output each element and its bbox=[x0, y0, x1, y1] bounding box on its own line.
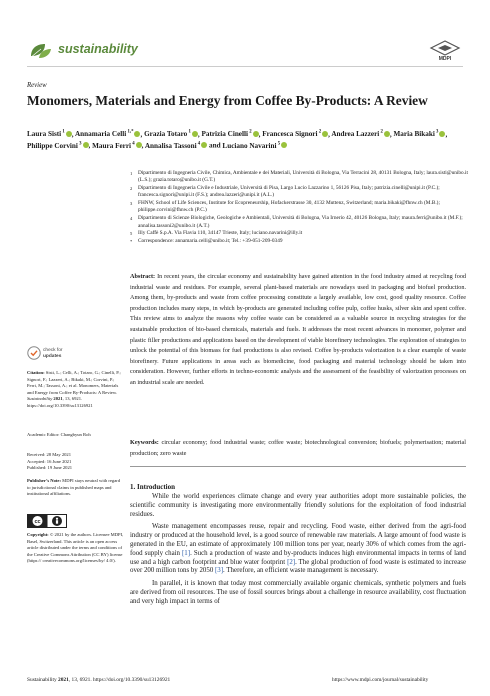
body-text bbox=[130, 493, 466, 611]
citation-text: Sisti, L.; Celli, A.; Totaro, G.; Cinelli, P.; Signori, F.; Lazzeri, A.; Bikaki, M.; Corvini, P.; Ferri, M.; Tassoni, A.; et al. Monomers, Materials and Energy from Coffee By-Products: A Review. bbox=[27, 370, 121, 395]
check-for-updates-icon[interactable] bbox=[27, 346, 41, 360]
citation-journal: Sustainability bbox=[27, 396, 53, 402]
author[interactable] bbox=[27, 142, 89, 150]
affiliation-number: 4 bbox=[130, 216, 133, 222]
updates-line-1: check for bbox=[43, 348, 63, 353]
svg-text:cc: cc bbox=[34, 519, 41, 525]
affiliation-list bbox=[130, 170, 470, 246]
author[interactable] bbox=[145, 142, 207, 150]
orcid-icon[interactable] bbox=[322, 131, 328, 137]
copyright-block bbox=[27, 532, 124, 565]
footer-doi[interactable]: , 13, 6921. https://doi.org/10.3390/su13126921 bbox=[68, 677, 171, 683]
section-heading-introduction: 1. Introduction bbox=[130, 483, 175, 491]
footer-citation bbox=[27, 677, 170, 683]
affiliation-item bbox=[130, 170, 470, 185]
orcid-icon[interactable] bbox=[281, 142, 287, 148]
author[interactable] bbox=[75, 130, 141, 138]
orcid-icon[interactable] bbox=[83, 142, 89, 148]
affiliation-item bbox=[130, 230, 470, 237]
author-affiliation-marker: 3 bbox=[77, 141, 82, 147]
affiliation-text: Correspondence: annamaria.celli@unibo.it; Tel.: +39-051-209-0349 bbox=[138, 238, 283, 245]
received-date: Received: 28 May 2021 bbox=[27, 452, 72, 457]
orcid-icon[interactable] bbox=[134, 131, 140, 137]
p2-part-d: . Therefore, an efficient waste management is necessary. bbox=[223, 567, 379, 575]
affiliation-text: Illy Caffè S.p.A. Via Flavia 110, 34147 Trieste, Italy; luciano.navarini@illy.it bbox=[138, 230, 303, 237]
keywords-text: circular economy; food industrial waste; coffee waste; biotechnological conversion; biofuels; polymerisation; material production; zero waste bbox=[130, 439, 467, 457]
author-name: Francesca Signori bbox=[262, 130, 318, 139]
author-affiliation-marker: 2 bbox=[317, 130, 322, 135]
citation-block bbox=[27, 370, 124, 410]
affiliation-text: Dipartimento di Ingegneria Civile e Industriale, Università di Pisa, Largo Lucio Lazzarino 1, 56126 Pisa, Italy; patrizia.cinelli@unipi.it (P.C.); francesca.signori@unipi.it (F.S.); andrea.lazzeri@unipi.it (A.L.) bbox=[138, 185, 440, 199]
author-name: Andrea Lazzeri bbox=[331, 130, 380, 139]
author-affiliation-marker: 3 bbox=[434, 130, 439, 135]
author[interactable] bbox=[394, 130, 446, 138]
keywords bbox=[130, 438, 466, 459]
affiliation-item bbox=[130, 185, 470, 200]
author-affiliation-marker: 2 bbox=[379, 130, 383, 135]
author[interactable] bbox=[331, 130, 390, 138]
author-affiliation-marker: 2 bbox=[248, 130, 252, 135]
accepted-date: Accepted: 16 June 2021 bbox=[27, 458, 72, 464]
p2-part-a: Waste management encompasses reuse, repair and recycling. Food waste, either derived from the agri-food industry or produced at the household level, is a good source of renewable raw materials. A large amount of food waste is generated in the EU, an estimate of approximately 100 million tons per year, nearly 30% of which comes from the agri-food supply chain bbox=[130, 523, 466, 557]
affiliation-number: 3 bbox=[130, 201, 133, 207]
publisher-note-text: MDPI stays neutral with regard to jurisdictional claims in published maps and institutional affiliations. bbox=[27, 478, 121, 497]
orcid-icon[interactable] bbox=[192, 131, 198, 137]
author-name: Maria Bikaki bbox=[393, 130, 435, 139]
journal-leaf-icon bbox=[27, 40, 53, 60]
author[interactable] bbox=[262, 130, 328, 138]
keywords-label: Keywords: bbox=[130, 439, 159, 446]
citation-year: 2021 bbox=[53, 396, 63, 402]
orcid-icon[interactable] bbox=[253, 131, 259, 137]
abstract-label: Abstract: bbox=[130, 273, 156, 280]
reference-link-1[interactable]: [1] bbox=[182, 549, 191, 557]
updates-line-2: updates bbox=[43, 353, 62, 359]
paragraph-1: While the world experiences climate change and every year authorities adopt more sustainable policies, the scientific community is investigating more environmentally friendly solutions for the exploitation of food industrial residues. bbox=[130, 493, 466, 518]
author-name: Annamaria Celli bbox=[74, 130, 127, 139]
copyright-text: © 2021 by the authors. Licensee MDPI, Basel, Switzerland. This article is an open access article distributed under the terms and conditions of the Creative Commons Attribution (CC BY) license (https:// creativecommons.org/licenses/by/ 4.0/). bbox=[27, 532, 124, 564]
author[interactable] bbox=[201, 130, 258, 138]
author[interactable] bbox=[92, 142, 142, 150]
author-affiliation-marker: 4 bbox=[196, 141, 201, 147]
affiliation-text: Dipartimento di Ingegneria Civile, Chimica, Ambientale e dei Materiali, Università di Bologna, Via Terracini 28, 40131 Bologna, Italy; laura.sisti@unibo.it (L.S.); grazia.totaro@unibo.it (G.T.) bbox=[138, 170, 468, 184]
affiliation-item bbox=[130, 215, 470, 230]
p2-part-c: . The global production of food waste is estimated to increase over 200 million tons by 2050 bbox=[130, 558, 467, 575]
citation-label: Citation: bbox=[27, 370, 45, 375]
journal-name[interactable]: sustainability bbox=[58, 42, 138, 56]
author[interactable] bbox=[27, 130, 72, 138]
publisher-name: MDPI bbox=[438, 56, 452, 62]
orcid-icon[interactable] bbox=[66, 131, 72, 137]
affiliation-text: FHNW, School of Life Sciences, Institute for Ecopreneurship, Hofackerstrasse 30, 4132 Muttenz, Switzerland; maria.bikaki@fhnw.ch (M.B.); philippe.corvini@fhnw.ch (P.C.) bbox=[138, 200, 440, 214]
author-name: Patrizia Cinelli bbox=[201, 130, 248, 139]
affiliation-number: 2 bbox=[130, 186, 133, 192]
author-name: Laura Sisti bbox=[27, 130, 62, 139]
header-divider bbox=[27, 66, 463, 67]
footer-journal-url[interactable]: https://www.mdpi.com/journal/sustainability bbox=[332, 677, 429, 683]
affiliation-text: Dipartimento di Scienze Biologiche, Geologiche e Ambientali, Università di Bologna, Via Irnerio 42, 40126 Bologna, Italy; maura.ferri@unibo.it (M.F.); annalisa.tassoni2@unibo.it (A.T.) bbox=[138, 215, 463, 229]
abstract-text: In recent years, the circular economy and sustainability have gained attention in the food industry aimed at recycling food industrial waste and residues. For example, several plant-based materials are nowadays used in packaging and biofuel production. Among them, by-products and waste from coffee processing constitute a largely available, low cost, good quality resource. Coffee production includes many steps, in which by-products are generated including coffee pulp, coffee husks, silver skin and spent coffee. This review aims to analyze the reasons why coffee waste can be considered as a valuable source in recycling strategies for the sustainable production of bio-based chemicals, materials and fuels. It addresses the most recent advances in monomer, polymer and plastic filler productions and applications based on the development of viable biorefinery technologies. The exploration of strategies to unlock the potential of this biomass for fuel productions is also revised. Coffee by-products valorization is a clear example of waste biorefinery. Future applications in areas such as biomedicine, food packaging and material technology should be taken into consideration. However, further efforts in techno-economic analysis and the assessment of the feasibility of valorization processes on an industrial scale are needed. bbox=[130, 273, 467, 386]
orcid-icon[interactable] bbox=[384, 131, 390, 137]
published-date: Published: 19 June 2021 bbox=[27, 465, 73, 471]
abstract bbox=[130, 272, 466, 389]
reference-link-2[interactable]: [2] bbox=[287, 558, 296, 566]
author-affiliation-marker: 1 bbox=[61, 130, 65, 135]
paragraph-3: In parallel, it is known that today most commercially available organic chemicals, synthetic polymers and fuels are derived from oil resources. The use of fossil sources brings about a challenge in resource availability, cost fluctuation and very high impact in terms of bbox=[130, 580, 466, 605]
affiliation-number: 5 bbox=[130, 231, 133, 237]
article-type: Review bbox=[27, 82, 47, 89]
author-affiliation-marker: 5 bbox=[276, 141, 281, 147]
author-name: Maura Ferri bbox=[92, 141, 132, 150]
author[interactable] bbox=[144, 130, 198, 138]
orcid-icon[interactable] bbox=[439, 131, 445, 137]
publisher-note bbox=[27, 478, 124, 498]
article-title: Monomers, Materials and Energy from Coffee By-Products: A Review bbox=[27, 93, 428, 108]
article-dates bbox=[27, 452, 124, 472]
author-name: Philippe Corvini bbox=[27, 141, 78, 150]
academic-editor: Academic Editor: Changbyun Roh bbox=[27, 432, 91, 437]
cc-by-license-icon[interactable] bbox=[27, 514, 67, 528]
affiliation-item bbox=[130, 200, 470, 215]
publisher-note-label: Publisher’s Note: bbox=[27, 478, 61, 483]
check-for-updates-label[interactable] bbox=[43, 348, 62, 359]
affiliation-item bbox=[130, 238, 470, 245]
author-name: Annalisa Tassoni bbox=[144, 141, 197, 150]
reference-link-3[interactable]: [3] bbox=[214, 567, 224, 575]
author-affiliation-marker: 1 bbox=[187, 130, 191, 135]
keywords-divider bbox=[130, 466, 466, 467]
copyright-label: Copyright: bbox=[27, 532, 49, 537]
citation-volume-doi[interactable]: , 13, 6921. https://doi.org/10.3390/su13126921 bbox=[27, 396, 93, 408]
affiliation-number: 1 bbox=[130, 171, 133, 176]
author-affiliation-marker: 4 bbox=[131, 141, 135, 147]
author-affiliation-marker: 1,* bbox=[126, 130, 134, 135]
author-name: Luciano Navarini bbox=[222, 141, 277, 150]
orcid-icon[interactable] bbox=[136, 142, 142, 148]
footer-year: 2021 bbox=[58, 677, 69, 683]
footer-journal: Sustainability bbox=[27, 677, 57, 683]
affiliation-number: * bbox=[130, 239, 133, 245]
paragraph-2 bbox=[130, 523, 466, 576]
orcid-icon[interactable] bbox=[201, 142, 207, 148]
author-name: Grazia Totaro bbox=[144, 130, 188, 139]
author[interactable] bbox=[222, 142, 287, 150]
author-list: Laura Sisti $^1$ , Annamaria Celli $^{1,*}$ , Grazia Totaro $^1$ , Patrizia Cinelli $^2$ , Francesca Signori $^2$ , Andrea Lazzeri $^2$ , Maria Bikaki $^3$ , Philippe Corvini $^3$ , Maura Ferri $^4$ , Annalisa Tassoni $^4$ and Luciano Navarini $^5$ bbox=[27, 130, 448, 150]
p2-part-b: . Such a production of waste and by-products induces high environmental impacts in terms of land use and a high carbon footprint and blue water footprint bbox=[130, 549, 466, 566]
